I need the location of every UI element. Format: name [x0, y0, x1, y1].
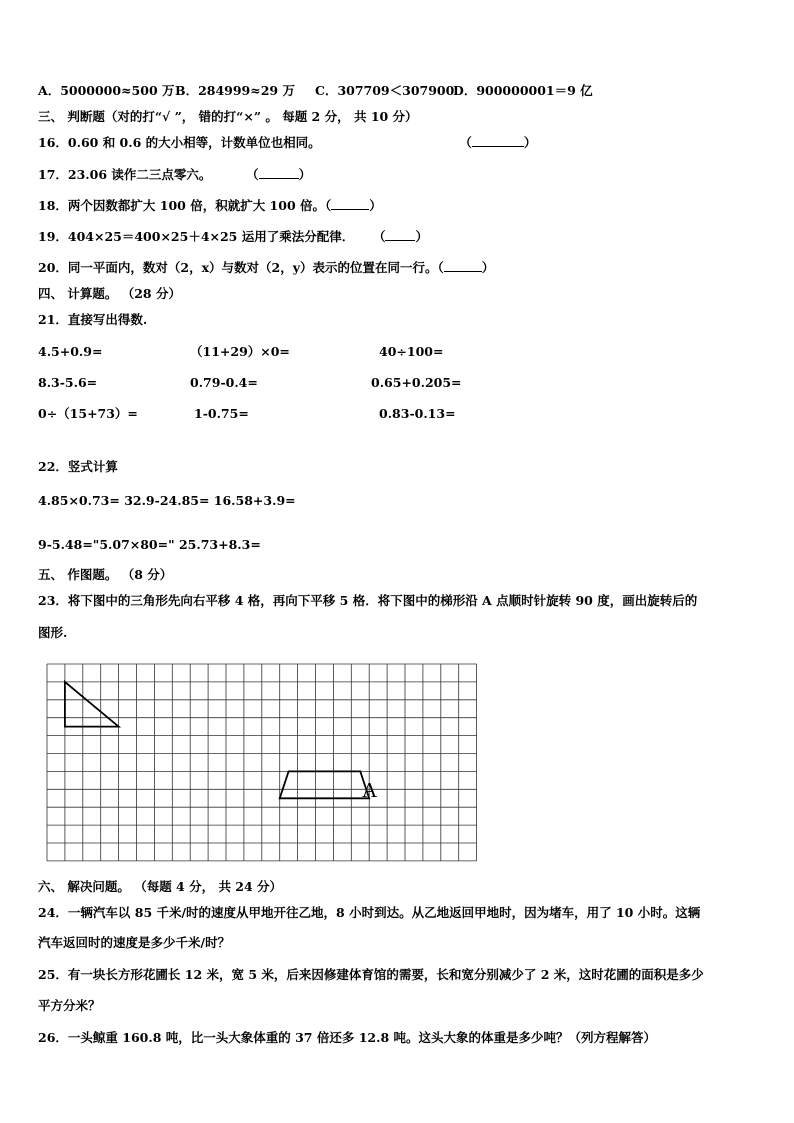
question-21-title: 21．直接写出得数. — [38, 312, 148, 327]
calc-item: 0.83-0.13= — [379, 406, 456, 421]
option-a: A．5000000≈500 万 — [38, 83, 175, 98]
triangle-shape — [65, 682, 119, 727]
question-23-line-1: 23．将下图中的三角形先向右平移 4 格，再向下平移 5 格．将下图中的梯形沿 A 点顺时针旋转 90 度，画出旋转后的 — [38, 593, 698, 608]
calc-item: 0.79-0.4= — [190, 375, 258, 390]
question-17: 17．23.06 读作二三点零六。 （ ） — [38, 167, 312, 182]
grid-lines — [47, 664, 477, 861]
question-20-text: 20．同一平面内，数对（2，x）与数对（2，y）表示的位置在同一行。（ — [38, 260, 444, 275]
question-16: 16．0.60 和 0.6 的大小相等，计数单位也相同。 （ ） — [38, 135, 537, 150]
option-d: D．900000001＝9 亿 — [453, 83, 593, 98]
question-26-line-1: 26．一头鲸重 160.8 吨，比一头大象体重的 37 倍还多 12.8 吨。这头大象的体重是多少吨？（列方程解答） — [38, 1030, 656, 1045]
question-19-text: 19．404×25＝400×25＋4×25 运用了乘法分配律． — [38, 229, 355, 244]
trapezoid-shape — [280, 771, 370, 798]
question-25-line-2: 平方分米？ — [38, 998, 101, 1013]
question-22-line-2: 9-5.48="5.07×80=" 25.73+8.3= — [38, 537, 261, 552]
question-19: 19．404×25＝400×25＋4×25 运用了乘法分配律． （ ） — [38, 229, 428, 244]
calc-item: 8.3-5.6= — [38, 375, 98, 390]
option-c: C．307709＜307900 — [315, 83, 455, 98]
question-24-line-1: 24．一辆汽车以 85 千米/时的速度从甲地开往乙地，8 小时到达。从乙地返回甲地时，因为堵车，用了 10 小时。这辆 — [38, 905, 701, 920]
calc-item: 40÷100= — [379, 344, 444, 359]
question-16-text: 16．0.60 和 0.6 的大小相等，计数单位也相同。 — [38, 135, 321, 150]
point-a-label: A — [362, 778, 378, 802]
question-25-line-1: 25．有一块长方形花圃长 12 米，宽 5 米，后来因修建体育馆的需要，长和宽分别减少了 2 米，这时花圃的面积是多少 — [38, 967, 704, 982]
question-20: 20．同一平面内，数对（2，x）与数对（2，y）表示的位置在同一行。（ ） — [38, 260, 495, 275]
option-b: B．284999≈29 万 — [175, 83, 295, 98]
question-24-line-2: 汽车返回时的速度是多少千米/时？ — [38, 935, 231, 950]
calc-item: （11+29）×0= — [190, 344, 290, 359]
calc-item: 0÷（15+73）= — [38, 406, 138, 421]
section-5-title: 五、 作图题。 （8 分） — [38, 567, 173, 582]
calc-item: 4.5+0.9= — [38, 344, 103, 359]
question-23-line-2: 图形. — [38, 625, 68, 640]
section-6-title: 六、 解决问题。 （每题 4 分， 共 24 分） — [38, 879, 283, 894]
question-22-title: 22．竖式计算 — [38, 459, 118, 474]
question-22-line-1: 4.85×0.73= 32.9-24.85= 16.58+3.9= — [38, 493, 296, 508]
question-17-text: 17．23.06 读作二三点零六。 — [38, 167, 212, 182]
section-4-title: 四、 计算题。 （28 分） — [38, 286, 181, 301]
question-18: 18．两个因数都扩大 100 倍，积就扩大 100 倍。（ ） — [38, 198, 382, 213]
question-18-text: 18．两个因数都扩大 100 倍，积就扩大 100 倍。（ — [38, 198, 332, 213]
calc-item: 1-0.75= — [194, 406, 249, 421]
calc-item: 0.65+0.205= — [371, 375, 462, 390]
section-3-title: 三、 判断题（对的打“√ ”， 错的打“×” 。 每题 2 分， 共 10 分） — [38, 109, 418, 124]
